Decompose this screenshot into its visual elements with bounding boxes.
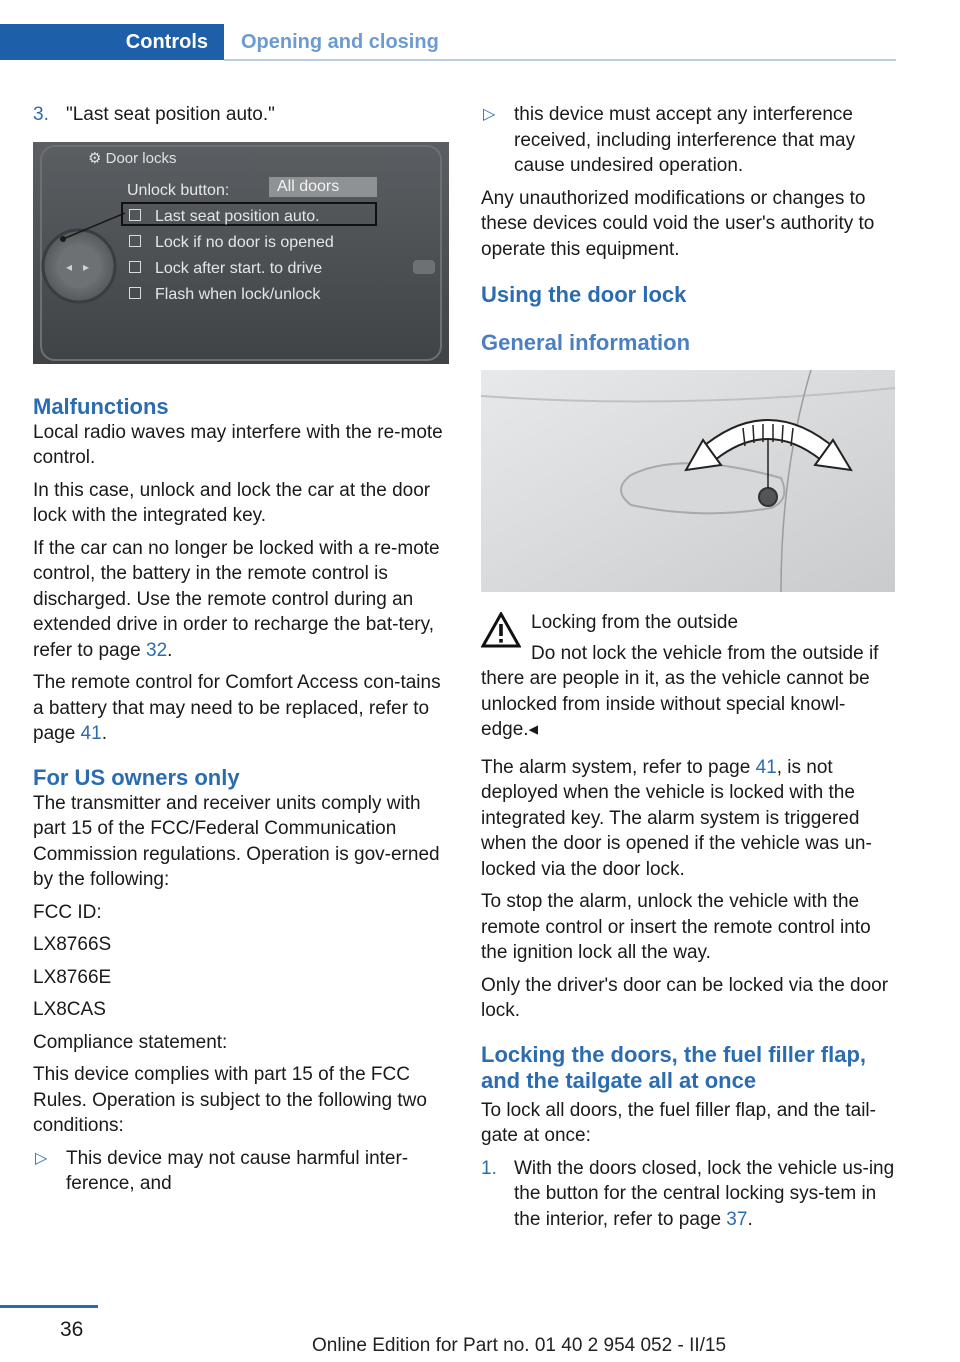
text: With the doors closed, lock the vehicle us-ing the button for the central locking sys-tem in the interior, refer to page: [514, 1157, 895, 1230]
malf-paragraph-3: [33, 536, 449, 664]
fcc-id-3: LX8CAS: [33, 999, 106, 1020]
checkbox-icon: [129, 235, 141, 247]
tab-controls[interactable]: Controls: [0, 24, 224, 60]
page-number: 36: [60, 1318, 84, 1341]
malf-paragraph-1: Local radio waves may interfere with the re-mote control.: [33, 421, 443, 468]
text: .: [101, 723, 107, 744]
gear-icon: ⚙: [88, 149, 102, 167]
compliance-label: Compliance statement:: [33, 1031, 228, 1053]
edition-text: Online Edition for Part no. 01 40 2 954 052 - II/15: [312, 1335, 727, 1356]
locking-intro: To lock all doors, the fuel filler flap, and the tail-gate at once:: [481, 1099, 876, 1146]
checkbox-icon: [129, 287, 141, 299]
door-handle-image: [481, 370, 895, 592]
option-label: Lock after start. to drive: [155, 259, 323, 277]
option-lock-if-no-door[interactable]: [129, 230, 334, 256]
option-label: Flash when lock/unlock: [155, 285, 321, 303]
svg-text:▸: ▸: [83, 259, 90, 274]
compliance-text: This device complies with part 15 of the FCC Rules. Operation is subject to the following two conditions:: [33, 1064, 427, 1136]
page-link-41-alarm[interactable]: 41: [755, 756, 777, 778]
text: The alarm system, refer to page: [481, 756, 756, 778]
page-link-41[interactable]: 41: [80, 723, 102, 744]
us-owners-heading: For US owners only: [33, 764, 240, 790]
bullet-text: This device may not cause harmful inter-ference, and: [66, 1147, 409, 1194]
footer-rule: [0, 1305, 98, 1308]
alarm-paragraph: [481, 755, 899, 883]
fcc-id-2: LX8766E: [33, 966, 112, 988]
text: , is not deployed when the vehicle is locked with the integrated key. The alarm system is triggered when the door is opened if the vehicle was un-locked via the door lock.: [481, 756, 872, 880]
item-number: 1.: [481, 1157, 497, 1179]
unauthorized-paragraph: Any unauthorized modifications or changes to these devices could void the user's authority to operate this equipment.: [481, 187, 875, 260]
bullet-item-2: [481, 102, 899, 179]
warning-box: [481, 610, 899, 636]
checkbox-icon: [129, 209, 141, 221]
unlock-value[interactable]: All doors: [269, 177, 377, 197]
text: If the car can no longer be locked with a re-mote control, the battery in the remote control is discharged. Use the remote control during an extended drive in order to recharge the bat-tery, refer to page: [33, 537, 440, 661]
idrive-screen-figure: [33, 142, 449, 364]
list-item-3: [33, 102, 449, 128]
locking-all-heading: Locking the doors, the fuel filler flap, and the tailgate all at once: [481, 1041, 867, 1093]
text: .: [747, 1208, 753, 1230]
fcc-id-1: LX8766S: [33, 934, 112, 955]
header-rule: [224, 59, 896, 61]
warning-title: Locking from the outside: [531, 612, 739, 633]
option-label: Lock if no door is opened: [155, 233, 334, 251]
option-last-seat[interactable]: [129, 204, 320, 230]
warning-text: [481, 641, 899, 743]
option-label: Last seat position auto.: [155, 207, 320, 225]
bullet-item-1: [33, 1146, 449, 1197]
malfunctions-heading: Malfunctions: [33, 393, 169, 419]
malf-paragraph-4: [33, 670, 449, 747]
text: .: [167, 639, 173, 661]
malf-paragraph-2: In this case, unlock and lock the car at the door lock with the integrated key.: [33, 479, 431, 526]
door-handle-figure: [481, 370, 895, 592]
unlock-label: Unlock button:: [127, 181, 230, 199]
item-text: "Last seat position auto.": [66, 104, 275, 125]
right-column: [481, 102, 899, 1239]
us-paragraph: The transmitter and receiver units comply with part 15 of the FCC/Federal Communication Commission regulations. Operation is gov-erned by the following:: [33, 792, 440, 890]
item-number: 3.: [33, 104, 49, 125]
using-door-lock-heading: Using the door lock: [481, 282, 687, 307]
stop-alarm-paragraph: To stop the alarm, unlock the vehicle with the remote control or insert the remote control into the ignition lock all the way.: [481, 891, 871, 963]
page-link-37[interactable]: 37: [726, 1208, 748, 1230]
tab-opening-and-closing[interactable]: Opening and closing: [241, 30, 439, 53]
list-item-1: [481, 1156, 899, 1233]
text: Do not lock the vehicle from the outside if there are people in it, as the vehicle cannot be unlocked from inside without special knowl-edge.◂: [481, 642, 879, 740]
text: The remote control for Comfort Access con-tains a battery that may need to be replaced, refer to page: [33, 672, 441, 744]
unlock-row: [127, 178, 229, 204]
warning-triangle-icon: [481, 612, 521, 648]
triangle-bullet-icon: ▷: [483, 106, 496, 123]
option-flash[interactable]: [129, 282, 320, 308]
fcc-id-label: FCC ID:: [33, 901, 102, 923]
general-info-heading: General information: [481, 330, 691, 355]
triangle-bullet-icon: ▷: [35, 1149, 48, 1167]
page-link-32[interactable]: 32: [146, 639, 168, 661]
driver-door-paragraph: Only the driver's door can be locked via the door lock.: [481, 974, 889, 1021]
option-lock-after-start[interactable]: [129, 256, 322, 282]
screen-title: Door locks: [105, 149, 177, 167]
screen-title-row: [88, 146, 176, 172]
left-column: [33, 102, 449, 1204]
bullet-text: this device must accept any interference received, including interference that may cause undesired operation.: [514, 104, 856, 176]
header-bar: [0, 24, 960, 62]
svg-text:◂: ◂: [66, 259, 73, 274]
checkbox-icon: [129, 261, 141, 273]
